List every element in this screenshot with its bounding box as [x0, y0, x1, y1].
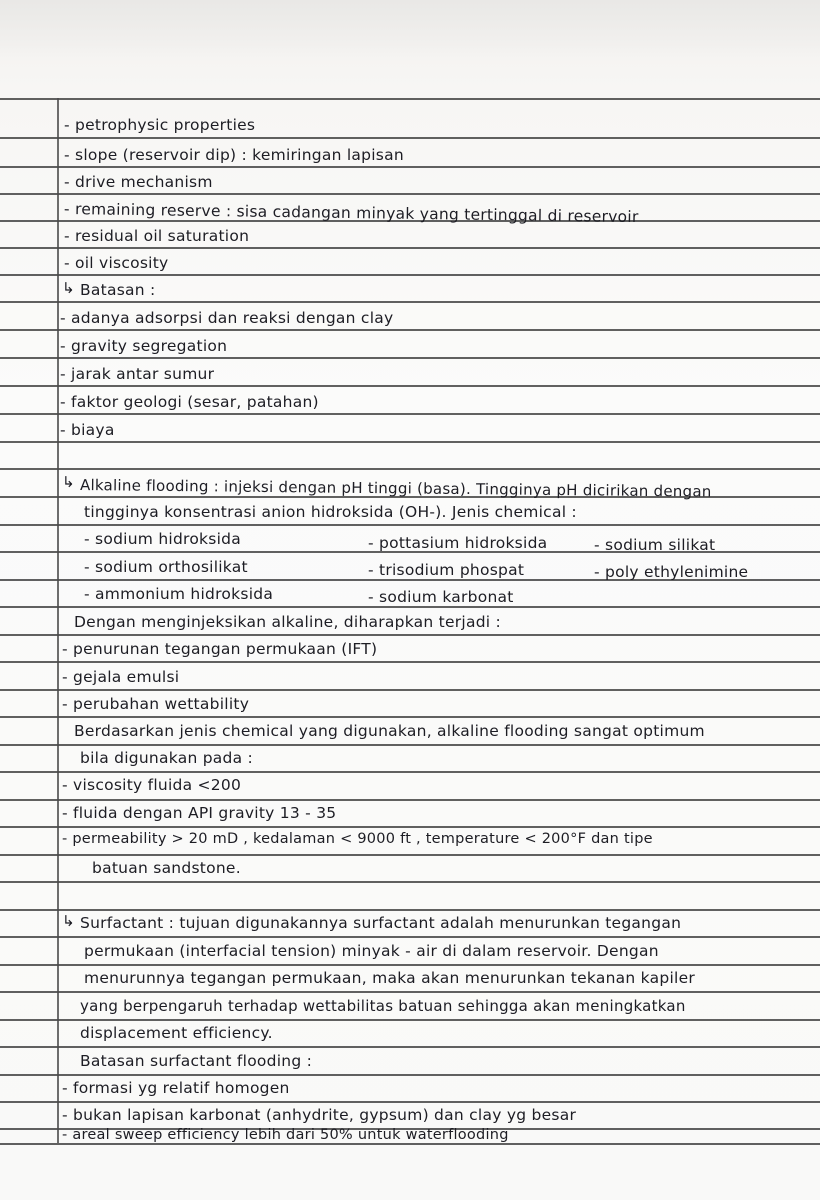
paragraph-line: Dengan menginjeksikan alkaline, diharapkan terjadi : — [74, 613, 502, 631]
ruled-line — [0, 881, 820, 883]
list-item: - biaya — [60, 421, 115, 439]
list-item: - bukan lapisan karbonat (anhydrite, gypsum) dan clay yg besar — [62, 1106, 577, 1124]
chemical-item: - ammonium hidroksida — [84, 585, 274, 603]
chemical-item: - sodium orthosilikat — [84, 558, 248, 576]
ruled-line — [0, 524, 820, 526]
section-heading: Alkaline flooding : injeksi dengan pH tinggi (basa). Tingginya pH dicirikan dengan — [79, 476, 712, 501]
ruled-line — [0, 274, 820, 276]
ruled-line — [0, 936, 820, 938]
paragraph-line: bila digunakan pada : — [80, 749, 254, 767]
ruled-line — [0, 744, 820, 746]
ruled-line — [0, 1046, 820, 1048]
list-item: - gravity segregation — [60, 337, 228, 355]
list-item: - adanya adsorpsi dan reaksi dengan clay — [60, 309, 394, 327]
list-item: - gejala emulsi — [62, 668, 180, 686]
list-item: - oil viscosity — [64, 254, 169, 272]
page-top-edge — [0, 0, 820, 60]
margin-line — [57, 98, 59, 1143]
ruled-line — [0, 909, 820, 911]
chemical-item: - sodium hidroksida — [84, 530, 242, 548]
ruled-line — [0, 661, 820, 663]
ruled-line — [0, 826, 820, 828]
list-item: - areal sweep efficiency lebih dari 50% untuk waterflooding — [62, 1127, 509, 1143]
ruled-line — [0, 1143, 820, 1145]
paragraph-line: Berdasarkan jenis chemical yang digunakan, alkaline flooding sangat optimum — [74, 722, 705, 740]
arrow-bullet-icon: ↳ — [62, 473, 75, 491]
ruled-line — [0, 964, 820, 966]
ruled-line — [0, 689, 820, 691]
ruled-line — [0, 854, 820, 856]
ruled-line — [0, 301, 820, 303]
ruled-line — [0, 413, 820, 415]
ruled-line — [0, 606, 820, 608]
ruled-line — [0, 771, 820, 773]
ruled-line — [0, 991, 820, 993]
list-item: - jarak antar sumur — [60, 365, 215, 383]
chemical-item: - sodium karbonat — [368, 588, 514, 606]
paragraph-line: displacement efficiency. — [80, 1024, 273, 1042]
list-item: - permeability > 20 mD , kedalaman < 9000 ft , temperature < 200°F dan tipe — [62, 831, 653, 847]
paragraph-line: menurunnya tegangan permukaan, maka akan menurunkan tekanan kapiler — [84, 969, 695, 987]
list-item: - penurunan tegangan permukaan (IFT) — [62, 640, 378, 658]
list-item: - faktor geologi (sesar, patahan) — [60, 393, 319, 411]
ruled-line — [0, 634, 820, 636]
ruled-line — [0, 193, 820, 195]
list-item: - residual oil saturation — [64, 227, 250, 245]
ruled-line — [0, 799, 820, 801]
ruled-line — [0, 98, 820, 100]
arrow-bullet-icon: ↳ — [62, 912, 75, 930]
ruled-line — [0, 329, 820, 331]
list-item: - drive mechanism — [64, 173, 213, 191]
ruled-line — [0, 166, 820, 168]
list-item: - fluida dengan API gravity 13 - 35 — [62, 804, 337, 822]
list-item: - perubahan wettability — [62, 695, 250, 713]
list-item: - formasi yg relatif homogen — [62, 1079, 290, 1097]
sub-heading: Batasan surfactant flooding : — [80, 1052, 313, 1070]
ruled-line — [0, 716, 820, 718]
section-heading: Surfactant : tujuan digunakannya surfactant adalah menurunkan tegangan — [80, 914, 682, 932]
ruled-line — [0, 1019, 820, 1021]
chemical-item: - sodium silikat — [594, 536, 716, 554]
chemical-item: - trisodium phospat — [368, 561, 525, 579]
ruled-line — [0, 468, 820, 470]
chemical-item: - pottasium hidroksida — [368, 534, 548, 552]
chemical-item: - poly ethylenimine — [594, 563, 749, 581]
paragraph-line: yang berpengaruh terhadap wettabilitas batuan sehingga akan meningkatkan — [80, 997, 686, 1015]
list-item: - viscosity fluida <200 — [62, 776, 242, 794]
ruled-line — [0, 137, 820, 139]
list-item: - slope (reservoir dip) : kemiringan lapisan — [64, 146, 404, 164]
paragraph-line: permukaan (interfacial tension) minyak - air di dalam reservoir. Dengan — [84, 942, 659, 960]
ruled-line — [0, 441, 820, 443]
ruled-line — [0, 1074, 820, 1076]
list-item: - petrophysic properties — [64, 116, 256, 134]
paragraph-line: tingginya konsentrasi anion hidroksida (OH-). Jenis chemical : — [84, 503, 577, 521]
ruled-line — [0, 385, 820, 387]
ruled-line — [0, 357, 820, 359]
paragraph-line: batuan sandstone. — [92, 859, 241, 877]
list-item: - remaining reserve : sisa cadangan minyak yang tertinggal di reservoir — [63, 200, 639, 227]
arrow-bullet-icon: ↳ — [62, 279, 75, 297]
section-heading: Batasan : — [80, 281, 156, 299]
ruled-line — [0, 1101, 820, 1103]
ruled-line — [0, 247, 820, 249]
